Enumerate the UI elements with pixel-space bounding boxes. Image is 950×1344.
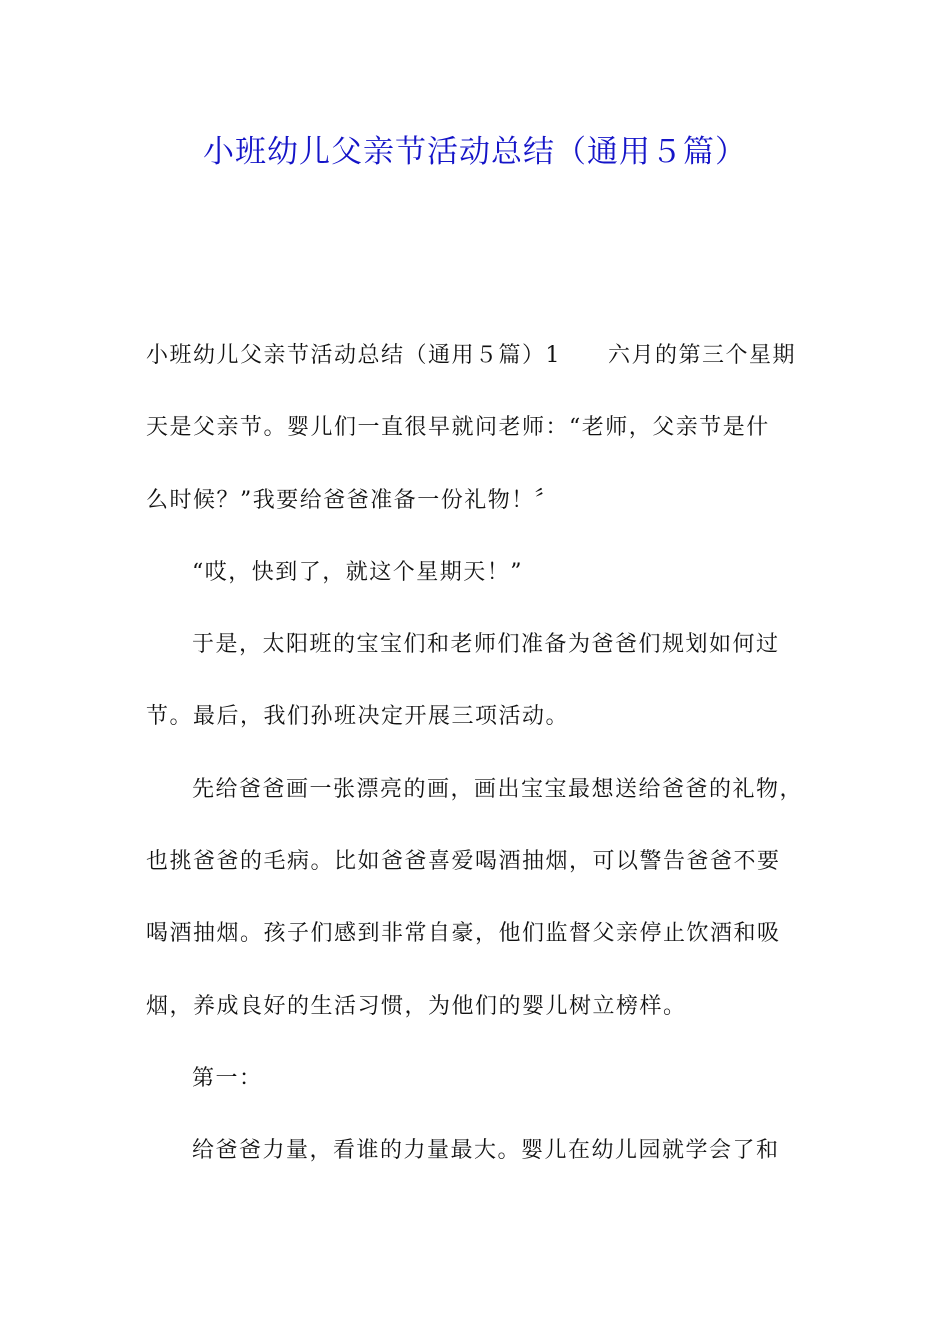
body-line: 于是，太阳班的宝宝们和老师们准备为爸爸们规划如何过 bbox=[192, 632, 780, 658]
body-line: 天是父亲节。婴儿们一直很早就问老师：“老师，父亲节是什 bbox=[146, 415, 770, 441]
document-title: 小班幼儿父亲节活动总结（通用５篇） bbox=[203, 134, 747, 170]
body-line: 小班幼儿父亲节活动总结（通用５篇）1 六月的第三个星期 bbox=[146, 343, 796, 368]
body-line: “哎，快到了，就这个星期天！” bbox=[192, 559, 523, 585]
document-body bbox=[146, 332, 818, 1200]
body-line: 么时候？”我要给爸爸准备一份礼物！〞 bbox=[146, 487, 559, 513]
body-line: 也挑爸爸的毛病。比如爸爸喜爱喝酒抽烟，可以警告爸爸不要 bbox=[146, 849, 781, 875]
body-line: 第一： bbox=[192, 1065, 263, 1091]
body-line: 节。最后，我们孙班决定开展三项活动。 bbox=[146, 704, 570, 730]
body-line: 先给爸爸画一张漂亮的画，画出宝宝最想送给爸爸的礼物， bbox=[192, 776, 804, 802]
body-line: 烟，养成良好的生活习惯，为他们的婴儿树立榜样。 bbox=[146, 993, 687, 1019]
body-line: 喝酒抽烟。孩子们感到非常自豪，他们监督父亲停止饮酒和吸 bbox=[146, 921, 781, 947]
body-line: 给爸爸力量，看谁的力量最大。婴儿在幼儿园就学会了和 bbox=[192, 1138, 780, 1164]
